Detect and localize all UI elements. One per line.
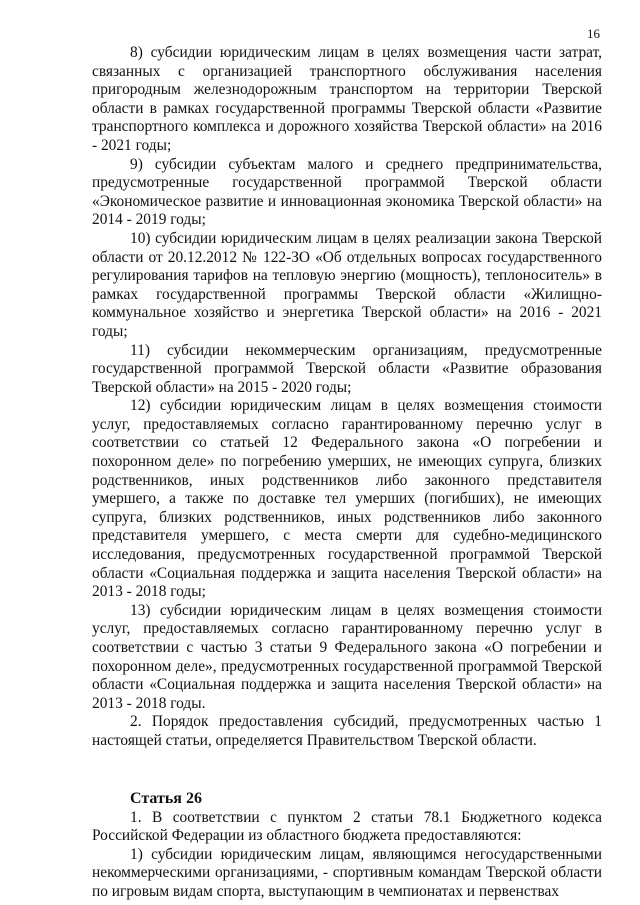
paragraph-item-9: 9) субсидии субъектам малого и среднего предпринимательства, предусмотренные государственной программой Тверской области «Экономическое развитие и инновационная экономика Тверской области» на 2014 - 2019 годы;: [92, 155, 602, 229]
paragraph-item-12: 12) субсидии юридическим лицам в целях возмещения стоимости услуг, предоставляемых согласно гарантированному перечню услуг в соответствии со статьей 12 Федерального закона «О погребении и похоронном деле» по погребению умерших, не имеющих супруга, близких родственников, иных родственников либо законного представителя умершего, а также по доставке тел умерших (погибших), не имеющих супруга, близких родственников, иных родственников либо законного представителя умершего, с места смерти для судебно-медицинского исследования, предусмотренных государственной программой Тверской области «Социальная поддержка и защита населения Тверской области» на 2013 - 2018 годы;: [92, 397, 602, 601]
paragraph-part-1: 1. В соответствии с пунктом 2 статьи 78.1 Бюджетного кодекса Российской Федерации из областного бюджета предоставляются:: [92, 808, 602, 845]
article-title: Статья 26: [130, 789, 202, 807]
paragraph-item-11: 11) субсидии некоммерческим организациям, предусмотренные государственной программой Тверской области «Развитие образования Тверской области» на 2015 - 2020 годы;: [92, 341, 602, 396]
paragraph-item-1: 1) субсидии юридическим лицам, являющимся негосударственными некоммерческими организациями, - спортивным командам Тверской области по игровым видам спорта, выступающим в чемпионатах и первенствах: [92, 845, 602, 900]
page-number: 16: [587, 26, 600, 41]
paragraph-item-10: 10) субсидии юридическим лицам в целях реализации закона Тверской области от 20.12.2012 № 122-ЗО «Об отдельных вопросах государственного регулирования тарифов на тепловую энергию (мощность), теплоноситель» в рамках государственной программы Тверской области «Жилищно-коммунальное хозяйство и энергетика Тверской области» на 2016 - 2021 годы;: [92, 229, 602, 340]
paragraph-item-8: 8) субсидии юридическим лицам в целях возмещения части затрат, связанных с организацией транспортного обслуживания населения пригородным железнодорожным транспортом на территории Тверской области в рамках государственной программы Тверской области «Развитие транспортного комплекса и дорожного хозяйства Тверской области» на 2016 - 2021 годы;: [92, 44, 602, 154]
paragraph-part-2: 2. Порядок предоставления субсидий, предусмотренных частью 1 настоящей статьи, определяется Правительством Тверской области.: [92, 713, 602, 749]
paragraph-item-13: 13) субсидии юридическим лицам в целях возмещения стоимости услуг, предоставляемых согласно гарантированному перечню услуг в соответствии с частью 3 статьи 9 Федерального закона «О погребении и похоронном деле», предусмотренных государственной программой Тверской области «Социальная поддержка и защита населения Тверской области» на 2013 - 2018 годы.: [92, 601, 602, 712]
document-body: [92, 44, 602, 902]
